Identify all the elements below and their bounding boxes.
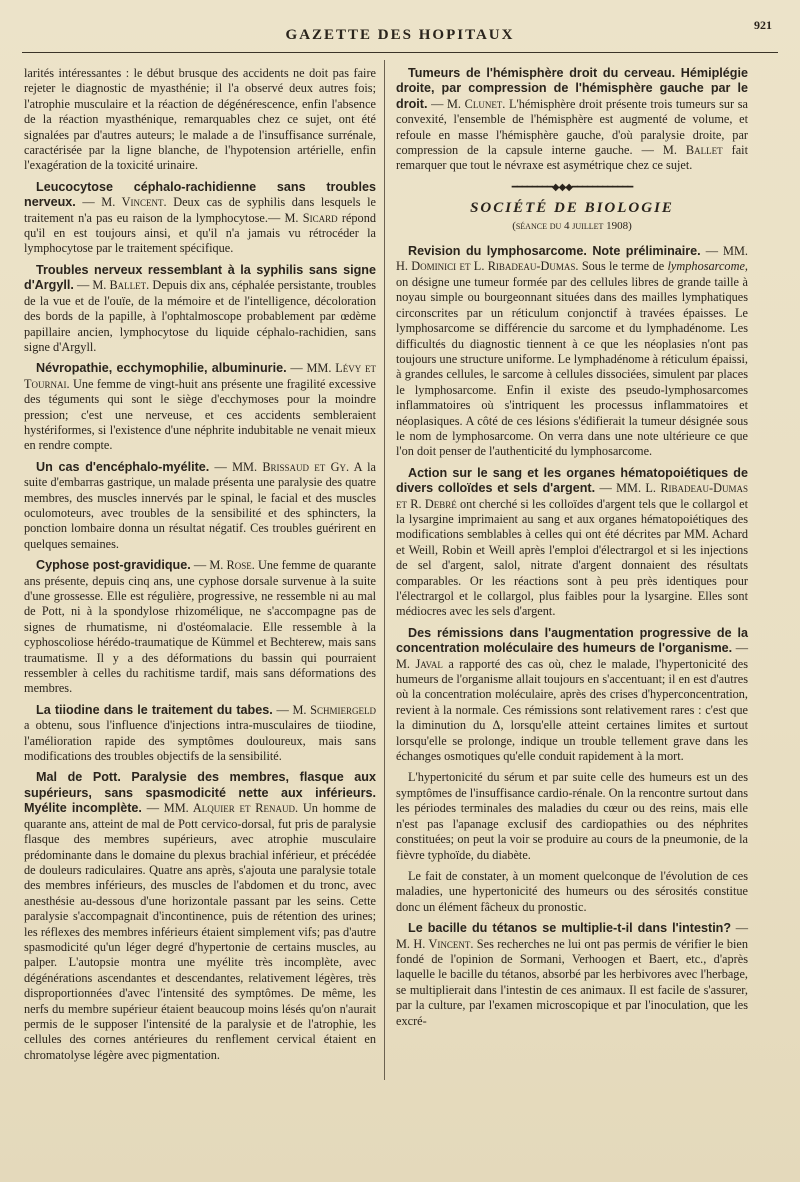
article-author: MM. Brissaud et Gy. [232, 459, 350, 474]
article-text: fait remarquer que tout le névraxe est asymétrique chez ce sujet. [396, 143, 749, 173]
article-text: a obtenu, sous l'influence d'injections intra-musculaires de tiiodine, l'amélioration rapide des symptômes douloureux, mais sans modifications des troubles objectifs de la sensibilité. [24, 718, 376, 764]
article-text: A la suite d'embarras gastrique, un malade présenta une paralysie des quatre membres, des muscles innervés par le spinal, le facial et des muscles oculomoteurs, avec troubles de la sensibilité et des sphincters, la ponction lombaire donna un résultat négatif. Ces troubles guérirent en quelques semaines. [24, 459, 376, 551]
section-ornament: ━━━━━━━━◆◆◆━━━━━━━━━━━━ [511, 181, 633, 193]
article-remissions-cont: Le fait de constater, à un moment quelconque de l'évolution de ces maladies, une hypertonicité des humeurs ou des sérosités constitue donc un élément fâcheux du pronostic. [396, 868, 748, 914]
article-title: Le bacille du tétanos se multiplie-t-il dans l'intestin? [408, 921, 732, 936]
article-title: Mal de Pott. Paralysie des membres, flasque aux supérieurs, sans spasmodicité nette aux inférieurs. Myélite incomplète. [24, 770, 376, 816]
article-cyphose: Cyphose post-gravidique. — M. Rose. Une femme de quarante ans présente, depuis cinq ans, une cyphose dorsale survenue à la suite d'une grossesse. Elle est régulière, progressive, ne ressemble ni au mal de Pott, ni à la spondylose rhizomélique, ne s'accompagne pas de signes de rhumatisme, ni d'ostéomalacie. Elle ressemble à la cyphoscoliose hérédo-traumatique de Kümmel et Bechterew, mais sans traumatisme. Il y a des déformations du bassin qui pourraient ressembler à celles du rachitisme tardif, mais sans déformations des membres. [24, 558, 376, 696]
article-text: Un homme de quarante ans, atteint de mal de Pott cervico-dorsal, fut pris de paralysie flasque des membres supérieurs, avec atrophie musculaire prédominante dans le domaine du plexus brachial inférieur, et précédée de douleurs radiculaires. Quatre ans après, s'ajouta une paralysie totale des membres inférieurs, des muscles de l'abdomen et du tronc, avec anesthésie au-dessous d'une horizontale passant par les seins. Cette paralysie s'accompagnait d'incontinence, puis de rétention des urines; les réflexes des membres inférieurs étaient simplement vifs; pas d'autre spasmodicité qu'un léger degré d'hypertonie de certains muscles, au palper. L'autopsie montra une myélite très incomplète, avec dégénérations ascendantes et descendantes, relativement légères, très disproportionnées d'avec l'intensité des symptômes. De même, les nerfs du membre supérieur étaient beaucoup moins lésés qu'on n'aurait permis de le supposer l'intensité de la paralysie et de l'atrophie, les cellules des cornes antérieures du renflement cervical étaient en chromatolyse légère avec pigmentation. [24, 801, 376, 1062]
article-author: M. Ballet [662, 143, 723, 158]
article-author: M. Ballet. [92, 278, 150, 293]
page-number: 921 [754, 18, 772, 32]
article-title: Cyphose post-gravidique. [36, 558, 191, 573]
left-column [24, 66, 376, 1069]
article-tumeurs: Tumeurs de l'hémisphère droit du cerveau. Hémiplégie droite, par compression de l'hémisphère gauche par le droit. — M. Clunet. L'hémisphère droit présente trois tumeurs sur sa convexité, l'ensemble de l'hémisphère est augmenté de volume, et refoule en masse l'hémisphère gauche, d'où paralysie droite, par compression de la capsule interne gauche. — M. Ballet fait remarquer que tout le névraxe est asymétrique chez ce sujet. [396, 66, 749, 173]
society-title: SOCIÉTÉ DE BIOLOGIE [470, 200, 674, 217]
article-title: Leucocytose céphalo-rachidienne sans troubles nerveux. [24, 179, 376, 210]
article-text: ont cherché si les colloïdes d'argent tels que le collargol et la lysargine imprimaient au sang et aux organes hématopoiétiques des modifications semblables à celles qui ont été décrites par MM. Achard et Weill, Robin et Weill après l'emploi d'électrargol et si les injections de sel d'argent, salol, nitrate d'argent donnaient des résultats comparables. Or les réactions sont à peu près identiques pour l'électrargol et le collargol, plus faibles pour la lysargine. Elles sont médiocres avec les sels d'argent. [396, 496, 749, 619]
article-text: L'hémisphère droit présente trois tumeurs sur sa convexité, l'ensemble de l'hémisphère est augmenté de volume, et refoule en masse l'hémisphère gauche, d'où paralysie droite, par compression de la capsule interne gauche. — [396, 96, 748, 158]
article-title: Tumeurs de l'hémisphère droit du cerveau. Hémiplégie droite, par compression de l'hémisphère gauche par le droit. [396, 66, 748, 111]
article-author: MM. H. Dominici et L. Ribadeau-Dumas. [396, 244, 748, 274]
article-title: La tiiodine dans le traitement du tabes. [36, 702, 273, 717]
article-author: M. Javal [396, 656, 443, 671]
right-column [396, 66, 748, 1035]
page-header [22, 18, 778, 53]
article-remissions: Des rémissions dans l'augmentation progressive de la concentration moléculaire des humeurs de l'organisme. — M. Javal a rapporté des cas où, chez le malade, l'hypertonicité des humeurs de l'organisme allait toujours en s'accentuant; il en est d'autres où la concentration moléculaire, après des crises d'hyperconcentration, revient à la normale. Ces rémissions sont relativement rares : c'est que la diminution du Δ, lorsqu'elle atteint certaines limites et surtout lorsqu'elle se prolonge, indique un trouble tellement grave dans les échanges osmotiques qu'elle conduit rapidement à la mort. [396, 625, 748, 764]
article-author: M. Clunet. [447, 96, 506, 111]
article-author: M. Sicard [284, 210, 338, 225]
article-author: M. H. Vincent. [396, 936, 474, 951]
article-text: Deux cas de syphilis dans lesquels le traitement n'a pas eu raison de la lymphocytose.— [24, 195, 376, 225]
article-text: Sous le terme de [581, 259, 665, 274]
article-text: répond qu'il en est toujours ainsi, et qu'il n'a jamais vu rétrocéder la lymphocytose par le traitement spécifique. [24, 210, 376, 256]
article-author: M. Rose. [209, 558, 255, 573]
article-leucocytose: Leucocytose céphalo-rachidienne sans troubles nerveux. — M. Vincent. Deux cas de syphilis dans lesquels le traitement n'a pas eu raison de la lymphocytose.— M. Sicard répond qu'il en est toujours ainsi, et qu'il n'a jamais vu rétrocéder la lymphocytose par le traitement spécifique. [24, 179, 376, 256]
article-troubles-nerveux: Troubles nerveux ressemblant à la syphilis sans signe d'Argyll. — M. Ballet. Depuis dix ans, céphalée persistante, troubles de la vue et de l'ouïe, de la mémoire et de l'intelligence, décoloration des bords de la papille, à l'ophtalmoscope probablement par œdème papillaire ancien, lymphocytose du liquide céphalo-rachidien, sans signe d'Argyll. [24, 262, 377, 354]
article-author: MM. Lévy et Tournai. [24, 361, 376, 391]
article-title: Revision du lymphosarcome. Note préliminaire. [408, 244, 701, 259]
article-text: Ses recherches ne lui ont pas permis de vérifier le bien fondé de l'opinion de Sormani, Verhoogen et Baert, etc., d'après laquelle le bacille du tétanos, absorbé par les herbivores avec l'herbage, se multiplierait dans l'intestin de ces animaux. Il est facile de s'assurer, par la culture, par l'examen microscopique et par l'inoculation, que les excré- [396, 936, 748, 1028]
article-text: a rapporté des cas où, chez le malade, l'hypertonicité des humeurs de l'organisme allait toujours en s'accentuant; il en est d'autres où la concentration moléculaire, après des crises d'hyperconcentration, revient à la normale. Ces rémissions sont relativement rares : c'est que la diminution du Δ, lorsqu'elle atteint certaines limites et surtout lorsqu'elle se prolonge, indique un trouble tellement grave dans les échanges osmotiques qu'elle conduit rapidement à la mort. [396, 656, 748, 764]
article-title: Un cas d'encéphalo-myélite. [36, 459, 210, 474]
article-text: Une femme de quarante ans présente, depuis cinq ans, une cyphose dorsale survenue à la suite d'une grossesse. Elle est régulière, progressive, ne ressemble ni au mal de Pott, ni à la spondylose rhizomélique, ne s'accompagne pas de signes de rhumatisme, ni d'ostéomalacie. Elle ressemble à la cyphoscoliose hérédo-traumatique de Kümmel et Bechterew, mais sans traumatisme. Il y a des déformations du bassin qui pourraient ressembler à celles du rachitisme tardif, mais sans déformations des membres. [24, 558, 376, 696]
article-title: Des rémissions dans l'augmentation progressive de la concentration moléculaire des humeurs de l'organisme. [396, 625, 748, 656]
article-tetanos: Le bacille du tétanos se multiplie-t-il dans l'intestin? — M. H. Vincent. Ses recherches ne lui ont pas permis de vérifier le bien fondé de l'opinion de Sormani, Verhoogen et Baert, etc., d'après laquelle le bacille du tétanos, absorbé par les herbivores avec l'herbage, se multiplierait dans l'intestin de ces animaux. Il est facile de s'assurer, par la culture, par l'examen microscopique et par l'inoculation, que les excré- [396, 921, 748, 1028]
article-author: M. Schmiergeld [292, 702, 377, 717]
article-term: lymphosarcome, [667, 259, 748, 274]
article-encephalo-myelite: Un cas d'encéphalo-myélite. — MM. Brissaud et Gy. A la suite d'embarras gastrique, un malade présenta une paralysie des quatre membres, des muscles innervés par le spinal, le facial et des muscles oculomoteurs, avec troubles de la sensibilité et des sphincters, la ponction lombaire donna un résultat négatif. Ces troubles guérirent en quelques semaines. [24, 459, 376, 551]
article-nevropathie: Névropathie, ecchymophilie, albuminurie. — MM. Lévy et Tournai. Une femme de vingt-huit ans présente une fragilité excessive des téguments qui sont le siège d'ecchymoses pour la moindre pression; c'est une nerveuse, et ces accidents sembleraient hystériformes, si l'existence d'une néphrite indubitable ne venait mieux en rendre compte. [24, 361, 376, 453]
article-title: Action sur le sang et les organes hématopoiétiques de divers colloïdes et sels d'argent. [396, 465, 748, 496]
article-lymphosarcome: Revision du lymphosarcome. Note préliminaire. — MM. H. Dominici et L. Ribadeau-Dumas. Sous le terme de lymphosarcome, on désigne une tumeur formée par des cellules libres de grande taille à noyau simple ou bourgeonnant situées dans des mailles lymphatiques circonscrites par un réticulum conjonctif à travées épaisses. Le lymphosarcome se différencie du sarcome et du lymphadénome. Les difficultés du diagnostic tiennent à ce que les néoplasies n'ont pas toujours une structure uniforme. Le lymphadénome à réticulum épaissi, à grandes cellules, le sarcome à cellules dissociées, simulent par places le lymphosarcome. Enfin il existe des pseudo-lymphosarcomes inflammatoires où s'intriquent les processus inflammatoires et néoplasiques. A côté de ces lésions s'édifierait la tumeur désignée sous le nom de lymphosarcome. On verra dans une note ultérieure ce que l'on doit penser de l'authenticité du lymphosarcome. [396, 244, 748, 459]
article-tiiodine: La tiiodine dans le traitement du tabes. — M. Schmiergeld a obtenu, sous l'influence d'injections intra-musculaires de tiiodine, l'amélioration rapide des symptômes douloureux, mais sans modifications des troubles objectifs de la sensibilité. [24, 702, 377, 764]
article-author: M. Vincent. [101, 195, 167, 210]
intro-paragraph: larités intéressantes : le début brusque des accidents ne doit pas faire rejeter le diagnostic de myasthénie; il l'a observé deux autres fois; l'atrophie musculaire et la réaction de dégénérescence, enfin l'absence de la réaction myasthénique, remarquables chez ce sujet, ont été signalées par d'autres auteurs; le malade a de l'insuffisance surrénale, caractérisée par la ligne blanche, de l'hypotension artérielle, enfin l'exagération de la toxicité urinaire. [24, 66, 376, 173]
article-title: Névropathie, ecchymophilie, albuminurie. [36, 361, 287, 376]
article-colloides: Action sur le sang et les organes hématopoiétiques de divers colloïdes et sels d'argent. — MM. L. Ribadeau-Dumas et R. Debré ont cherché si les colloïdes d'argent tels que le collargol et la lysargine imprimaient au sang et aux organes hématopoiétiques des modifications semblables à celles qui ont été décrites par MM. Achard et Weill, Robin et Weill après l'emploi d'électrargol et si les injections de sel d'argent, salol, nitrate d'argent donnaient des résultats comparables. Or les réactions sont à peu près identiques pour l'électrargol et le collargol, plus faibles pour la lysargine. Elles sont médiocres avec les sels d'argent. [396, 465, 749, 619]
society-session: (séance du 4 juillet 1908) [512, 219, 632, 232]
article-author: MM. Alquier et Renaud. [163, 801, 299, 816]
article-title: Troubles nerveux ressemblant à la syphilis sans signe d'Argyll. [24, 262, 376, 293]
column-divider [384, 60, 385, 1080]
article-author: MM. L. Ribadeau-Dumas et R. Debré [396, 481, 749, 511]
article-text: Depuis dix ans, céphalée persistante, troubles de la vue et de l'ouïe, de la mémoire et de l'intelligence, décoloration des bords de la papille, à l'ophtalmoscope probablement par œdème papillaire ancien, lymphocytose du liquide céphalo-rachidien, sans signe d'Argyll. [24, 278, 377, 354]
article-text: Une femme de vingt-huit ans présente une fragilité excessive des téguments qui sont le siège d'ecchymoses pour la moindre pression; c'est une nerveuse, et ces accidents sembleraient hystériformes, si l'existence d'une néphrite indubitable ne venait mieux en rendre compte. [24, 376, 376, 453]
article-mal-de-pott: Mal de Pott. Paralysie des membres, flasque aux supérieurs, sans spasmodicité nette aux inférieurs. Myélite incomplète. — MM. Alquier et Renaud. Un homme de quarante ans, atteint de mal de Pott cervico-dorsal, fut pris de paralysie flasque des membres supérieurs, avec atrophie musculaire prédominante dans le domaine du plexus brachial inférieur, et précédée de douleurs radiculaires. Quatre ans après, s'ajouta une paralysie totale des membres inférieurs, des muscles de l'abdomen et du tronc, avec anesthésie au-dessous d'une horizontale passant par les seins. Cette paralysie s'accompagnait d'incontinence, puis de rétention des urines; les réflexes des membres inférieurs étaient simplement vifs; pas d'autre spasmodicité qu'un léger degré d'hypertonie de certains muscles, au palper. L'autopsie montra une myélite très incomplète, avec dégénérations ascendantes et descendantes, relativement légères, très disproportionnées d'avec l'intensité des symptômes. De même, les nerfs du membre supérieur étaient beaucoup moins lésés qu'on n'aurait permis de le supposer l'intensité de la paralysie et de l'atrophie, les cellules des cornes antérieures du renflement cervical étaient en chromatolyse légère avec pigmentation. [24, 770, 376, 1062]
article-remissions-cont: L'hypertonicité du sérum et par suite celle des humeurs est un des symptômes de l'insuffisance cardio-rénale. On la rencontre surtout dans les périodes terminales des maladies du cœur ou des reins, mais elle n'est pas l'apanage exclusif des cardiopathies ou des néphrites constituées; on peut la voir se produire au cours de la pneumonie, de la fièvre typhoïde, du diabète. [396, 770, 748, 862]
masthead: GAZETTE DES HOPITAUX [285, 27, 515, 43]
article-text: on désigne une tumeur formée par des cellules libres de grande taille à noyau simple ou bourgeonnant situées dans des mailles lymphatiques circonscrites par un réticulum conjonctif à travées épaisses. Le lymphosarcome se différencie du sarcome et du lymphadénome. Les difficultés du diagnostic tiennent à ce que les néoplasies n'ont pas toujours une structure uniforme. Le lymphadénome à réticulum épaissi, à grandes cellules, le sarcome à cellules dissociées, simulent par places le lymphosarcome. Enfin il existe des pseudo-lymphosarcomes inflammatoires où s'intriquent les processus inflammatoires et néoplasiques. A côté de ces lésions s'édifierait la tumeur désignée sous le nom de lymphosarcome. On verra dans une note ultérieure ce que l'on doit penser de l'authenticité du lymphosarcome. [396, 274, 748, 459]
